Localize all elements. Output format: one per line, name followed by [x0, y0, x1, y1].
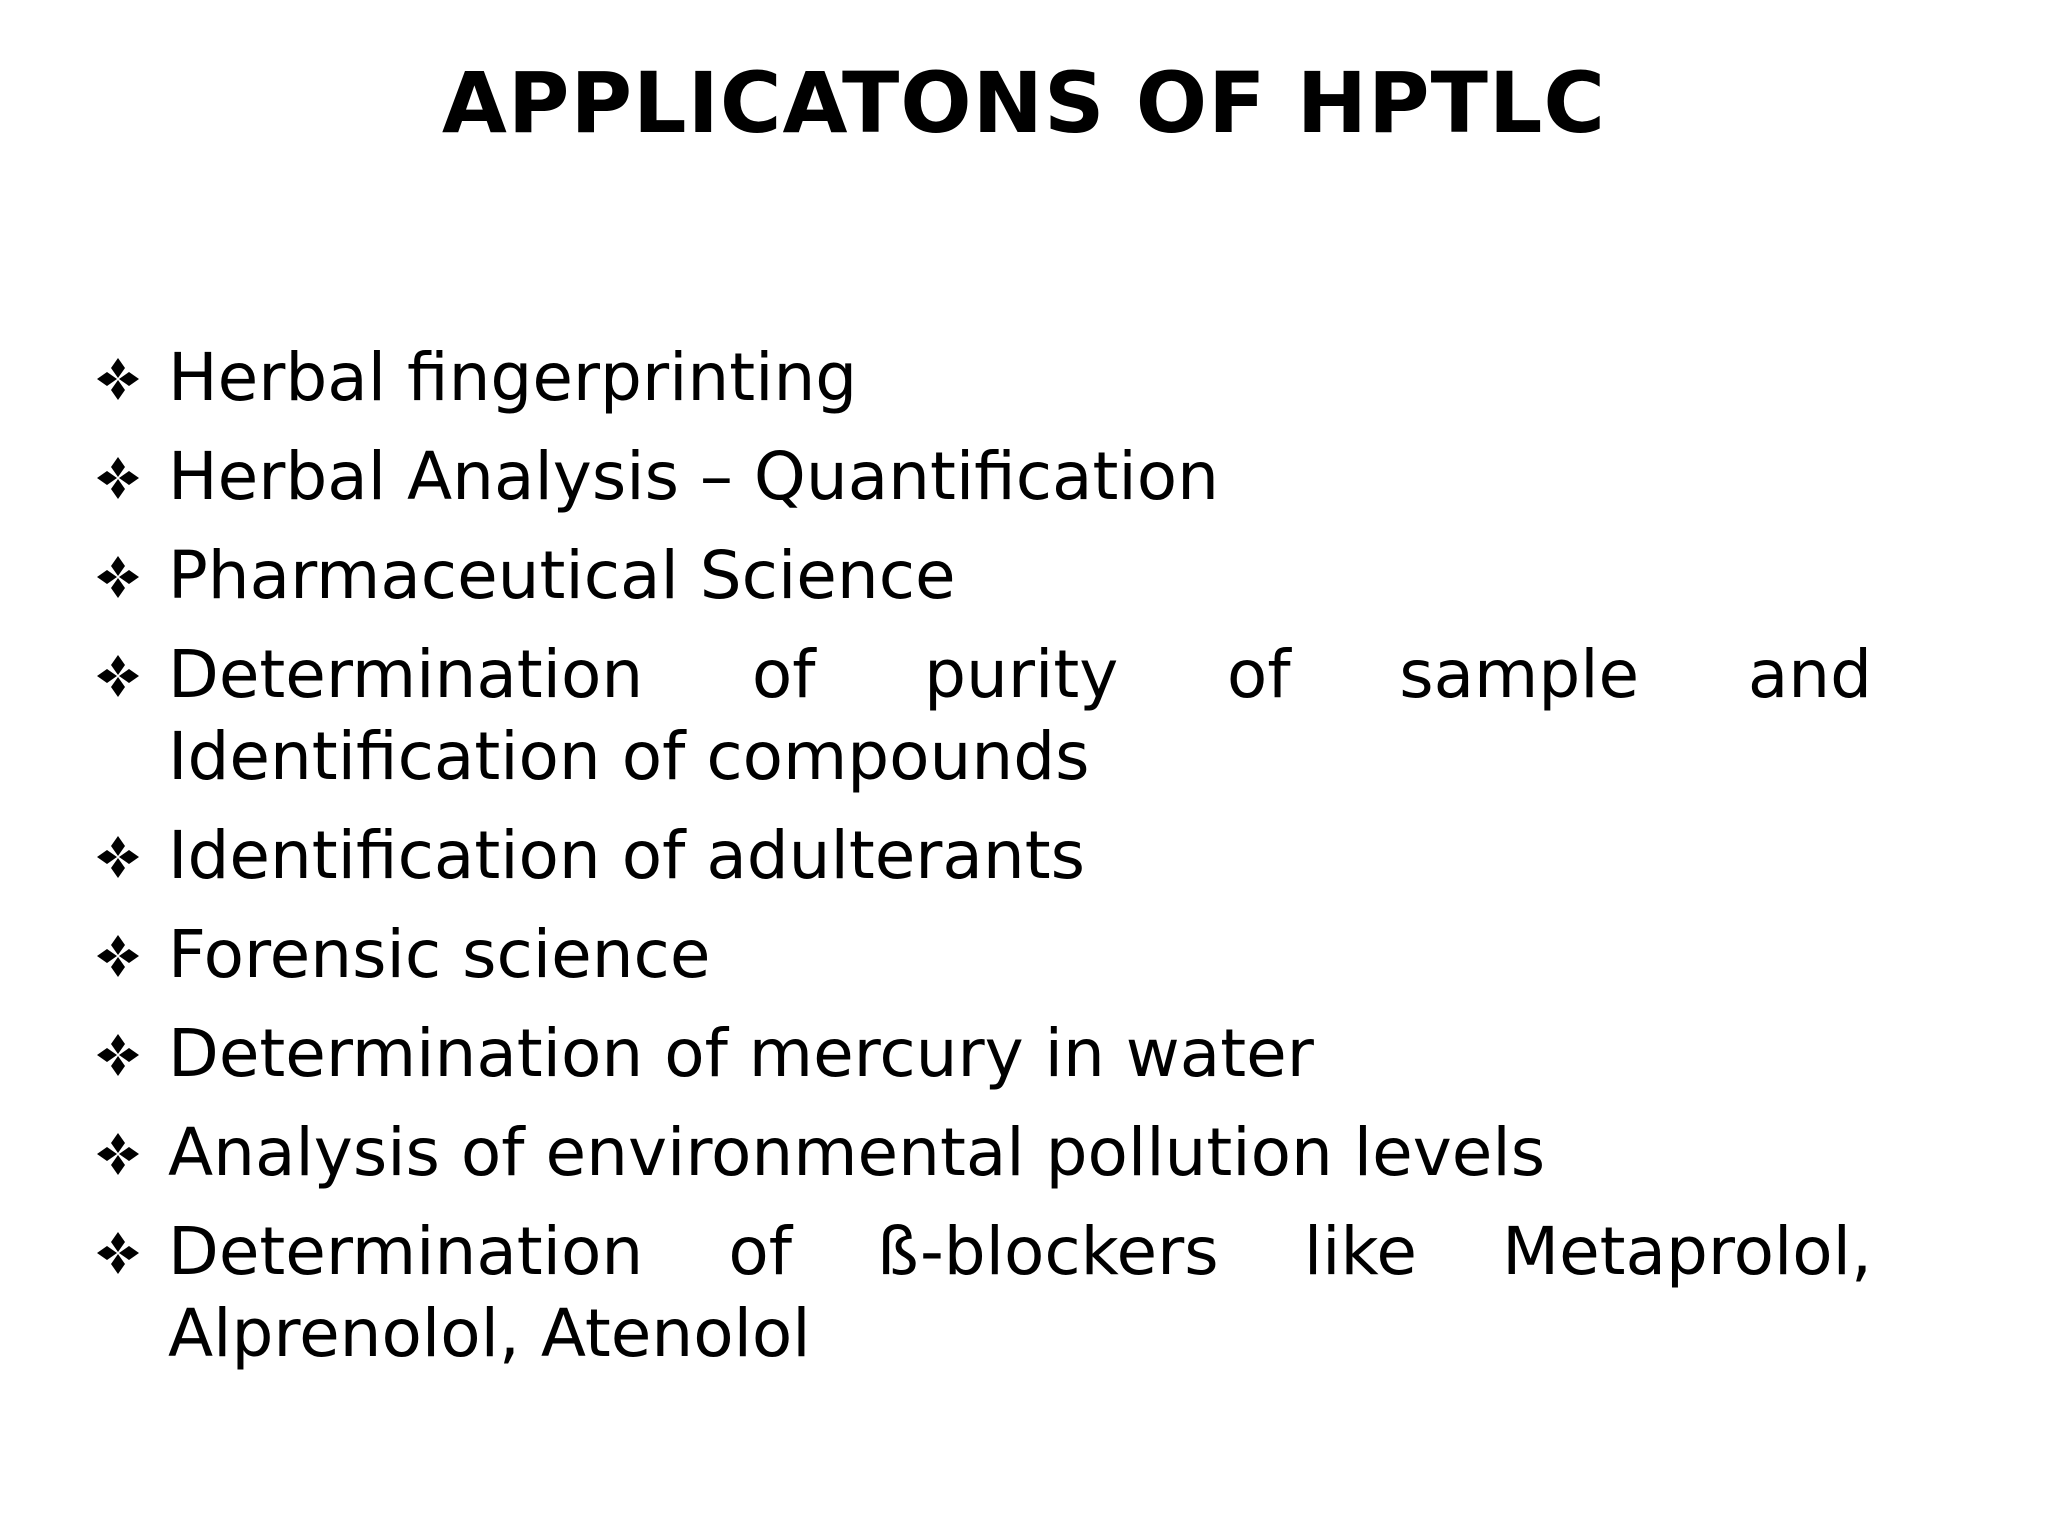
four-diamond-bullet-icon: [90, 337, 168, 419]
list-item-text: Determination of purity of sample and Identification of compounds: [168, 636, 1872, 795]
bullet-list: [90, 337, 1872, 1392]
list-item-text: Pharmaceutical Science: [168, 537, 956, 614]
list-item-text: Determination of mercury in water: [168, 1015, 1314, 1092]
four-diamond-bullet-icon: [90, 634, 168, 716]
list-item-text: Herbal Analysis – Quantification: [168, 438, 1219, 515]
four-diamond-bullet-icon: [90, 535, 168, 617]
list-item: [90, 914, 1872, 996]
four-diamond-bullet-icon: [90, 1013, 168, 1095]
list-item-text: Analysis of environmental pollution levels: [168, 1114, 1546, 1191]
list-item: [90, 1211, 1872, 1375]
four-diamond-bullet-icon: [90, 436, 168, 518]
four-diamond-bullet-icon: [90, 914, 168, 996]
four-diamond-bullet-icon: [90, 1211, 168, 1293]
list-item: [90, 436, 1872, 518]
list-item: [90, 1013, 1872, 1095]
list-item: [90, 337, 1872, 419]
list-item-text: Forensic science: [168, 916, 711, 993]
list-item-text: Determination of ß-blockers like Metaprolol, Alprenolol, Atenolol: [168, 1213, 1872, 1372]
list-item-text: Identification of adulterants: [168, 817, 1085, 894]
slide-title: APPLICATONS OF HPTLC: [441, 54, 1607, 152]
list-item: [90, 634, 1872, 798]
list-item-text: Herbal fingerprinting: [168, 339, 858, 416]
four-diamond-bullet-icon: [90, 815, 168, 897]
list-item: [90, 1112, 1872, 1194]
four-diamond-bullet-icon: [90, 1112, 168, 1194]
list-item: [90, 815, 1872, 897]
list-item: [90, 535, 1872, 617]
